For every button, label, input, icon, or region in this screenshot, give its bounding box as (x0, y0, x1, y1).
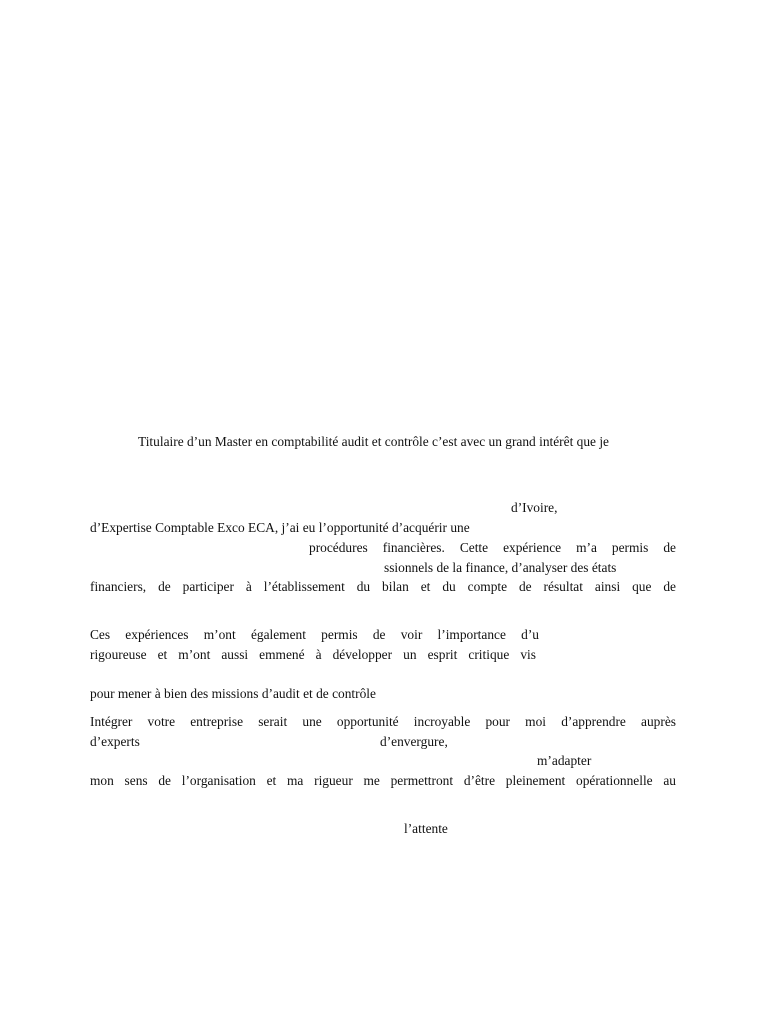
paragraph-5-line-4: mon sens de l’organisation et ma rigueur me permettront d’être pleinement opérationnelle au (90, 773, 676, 788)
paragraph-5-line-2b: d’envergure, (380, 734, 448, 749)
paragraph-5-line-1: Intégrer votre entreprise serait une opportunité incroyable pour moi d’apprendre auprès (90, 714, 676, 729)
paragraph-5-line-3: m’adapter (537, 753, 592, 768)
paragraph-1-line-1: Titulaire d’un Master en comptabilité audit et contrôle c’est avec un grand intérêt que je (138, 434, 609, 449)
paragraph-2-line-3: procédures financières. Cette expérience m’a permis de (309, 540, 676, 555)
paragraph-2-line-4: ssionnels de la finance, d’analyser des états (384, 560, 617, 575)
paragraph-3-line-1: Ces expériences m’ont également permis de voir l’importance d’u (90, 627, 539, 642)
paragraph-2-line-5: financiers, de participer à l’établissement du bilan et du compte de résultat ainsi que de (90, 579, 676, 594)
paragraph-3-line-2: rigoureuse et m’ont aussi emmené à développer un esprit critique vis (90, 647, 536, 662)
paragraph-2-line-1: d’Ivoire, (511, 500, 558, 515)
closing-line: l’attente (404, 821, 448, 836)
paragraph-4-line-1: pour mener à bien des missions d’audit et de contrôle (90, 686, 376, 701)
paragraph-2-line-2: d’Expertise Comptable Exco ECA, j’ai eu l’opportunité d’acquérir une (90, 520, 470, 535)
paragraph-5-line-2a: d’experts (90, 734, 140, 749)
